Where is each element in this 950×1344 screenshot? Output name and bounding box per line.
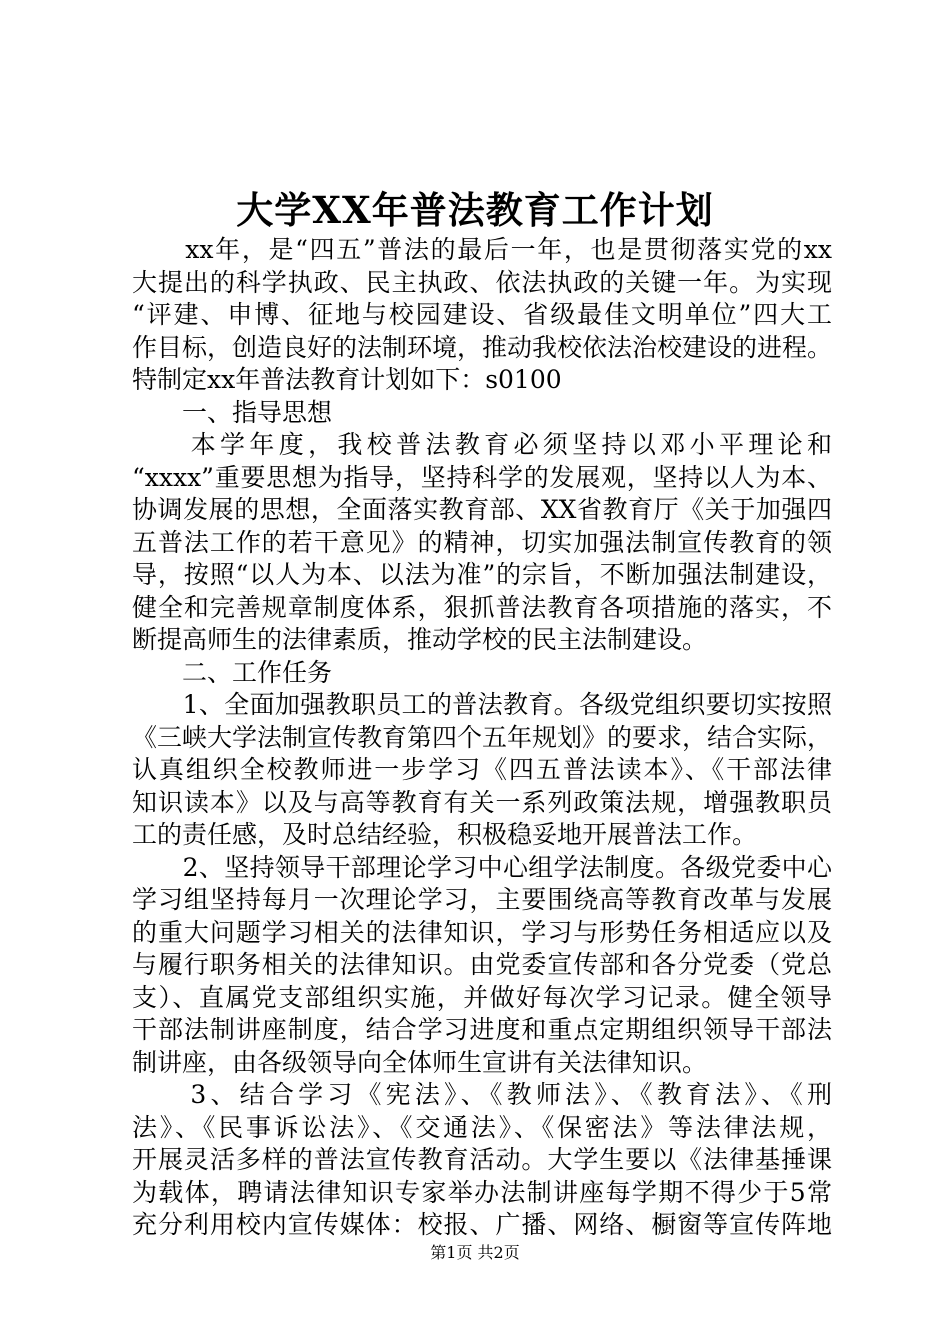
body-line: 开展灵活多样的普法宣传教育活动。大学生要以《法律基捶课 — [132, 1145, 832, 1174]
body-line: 工的责任感，及时总结经验，积极稳妥地开展普法工作。 — [132, 820, 758, 849]
body-line: 支）、直属党支部组织实施，并做好每次学习记录。健全领导 — [132, 982, 832, 1012]
body-line: 特制定xx年普法教育计划如下：s0100 — [132, 365, 562, 394]
body-line: 认真组织全校教师进一步学习《四五普法读本》、《干部法律 — [132, 755, 832, 784]
body-line: 制讲座，由各级领导向全体师生宣讲有关法律知识。 — [132, 1047, 708, 1077]
document-body — [132, 234, 832, 1242]
body-line: 五普法工作的若干意见》的精神，切实加强法制宣传教育的领 — [132, 527, 832, 557]
document-title: 大学XX年普法教育工作计划 — [236, 188, 714, 232]
body-line: 3、结合学习《宪法》、《教师法》、《教育法》、《刑 — [132, 1080, 832, 1109]
body-line: 导，按照“以人为本、以法为准”的宗旨，不断加强法制建设， — [132, 560, 832, 589]
body-line: 大提出的科学执政、民主执政、依法执政的关键一年。为实现 — [132, 267, 832, 297]
body-line: 与履行职务相关的法律知识。由党委宣传部和各分党委（党总 — [132, 950, 832, 979]
body-line: 1、全面加强教职员工的普法教育。各级党组织要切实按照 — [132, 690, 832, 719]
section-heading: 一、指导思想 — [132, 397, 333, 427]
body-line: 协调发展的思想，全面落实教育部、XX省教育厅《关于加强四 — [132, 495, 832, 524]
section-heading: 二、工作任务 — [132, 657, 333, 687]
body-line: “评建、申博、征地与校园建设、省级最佳文明单位”四大工 — [132, 300, 832, 329]
body-line: 健全和完善规章制度体系，狠抓普法教育各项措施的落实，不 — [132, 592, 832, 622]
body-line: 为载体，聘请法律知识专家举办法制讲座每学期不得少于5常 — [132, 1177, 832, 1207]
body-line: 断提高师生的法律素质，推动学校的民主法制建设。 — [132, 625, 708, 654]
body-line: 法》、《民事诉讼法》、《交通法》、《保密法》等法律法规， — [132, 1112, 832, 1142]
body-line: 学习组坚持每月一次理论学习，主要围绕高等教育改革与发展 — [132, 885, 832, 914]
body-line: 2、坚持领导干部理论学习中心组学法制度。各级党委中心 — [132, 852, 832, 882]
body-line: 《三峡大学法制宣传教育第四个五年规划》的要求，结合实际， — [132, 722, 833, 752]
body-line: 的重大问题学习相关的法律知识，学习与形势任务相适应以及 — [132, 917, 832, 947]
body-line: 知识读本》以及与高等教育有关一系列政策法规，增强教职员 — [132, 787, 832, 817]
body-line: 充分利用校内宣传媒体：校报、广播、网络、橱窗等宣传阵地 — [132, 1210, 832, 1239]
page-number: 第1页 共2页 — [430, 1243, 520, 1262]
body-line: 干部法制讲座制度，结合学习进度和重点定期组织领导干部法 — [132, 1015, 832, 1044]
body-line: 本学年度，我校普法教育必须坚持以邓小平理论和 — [132, 430, 832, 459]
body-line: 作目标，创造良好的法制环境，推动我校依法治校建设的进程。 — [132, 332, 833, 362]
body-line: xx年，是“四五”普法的最后一年，也是贯彻落实党的xx — [132, 235, 832, 264]
body-line: “xxxx”重要思想为指导，坚持科学的发展观，坚持以人为本、 — [132, 462, 832, 492]
